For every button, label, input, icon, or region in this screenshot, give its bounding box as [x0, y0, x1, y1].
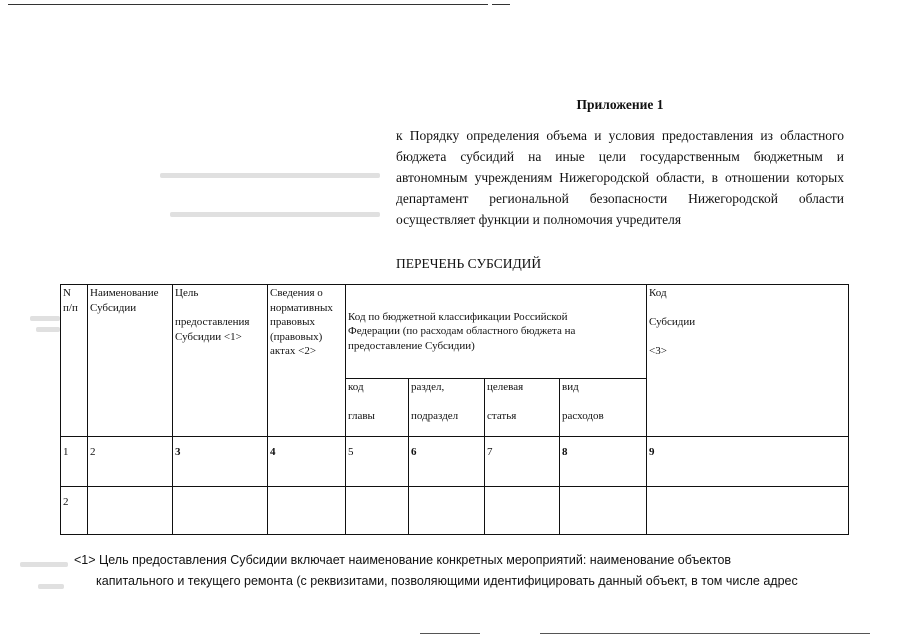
- scan-top-edge-line: [8, 4, 488, 5]
- header-normative-acts: Сведения о нормативных правовых (правовых) актах <2>: [268, 285, 346, 437]
- scan-smudge: [30, 316, 60, 321]
- table-cell: 4: [268, 437, 346, 487]
- table-cell: [346, 487, 409, 535]
- scan-smudge: [36, 327, 60, 332]
- footnote: [74, 550, 844, 592]
- subheader-expense-type: вид расходов: [560, 379, 647, 437]
- header-subsidy-code: Код Субсидии <3>: [647, 285, 849, 437]
- table-cell: 8: [560, 437, 647, 487]
- table-row-column-numbers: [61, 437, 849, 487]
- subheader-target-article: целевая статья: [485, 379, 560, 437]
- appendix-description: к Порядку определения объема и условия предоставления из областного бюджета субсидий на иные цели государственным бюджетным и автономным учреждениям Нижегородской области, в отношении которых департамент региональной безопасности Нижегородской области осуществляет функции и полномочия учредителя: [396, 128, 844, 227]
- scan-top-edge-line-short: [492, 4, 510, 5]
- table-cell: [409, 487, 485, 535]
- table-cell: [268, 487, 346, 535]
- table-cell: 2: [88, 437, 173, 487]
- table-cell: 3: [173, 437, 268, 487]
- scan-bottom-edge-line: [420, 633, 480, 634]
- table-cell: 2: [61, 487, 88, 535]
- table-cell: 9: [647, 437, 849, 487]
- table-cell: 5: [346, 437, 409, 487]
- table-cell: [485, 487, 560, 535]
- table-cell: [647, 487, 849, 535]
- table-cell: [560, 487, 647, 535]
- scan-smudge: [160, 173, 380, 178]
- subsidies-list-title: ПЕРЕЧЕНЬ СУБСИДИЙ: [396, 256, 542, 271]
- table-header-row: [61, 285, 849, 379]
- appendix-title: Приложение 1: [576, 97, 664, 112]
- table-cell: 7: [485, 437, 560, 487]
- table-cell: [88, 487, 173, 535]
- header-purpose: Цель предоставления Субсидии <1>: [173, 285, 268, 437]
- footnote-line-1: <1> Цель предоставления Субсидии включает наименование конкретных мероприятий: наименование объектов: [74, 553, 732, 567]
- scan-smudge: [170, 212, 380, 217]
- table-row: [61, 487, 849, 535]
- scan-bottom-edge-line: [540, 633, 870, 634]
- header-subsidy-name: Наименование Субсидии: [88, 285, 173, 437]
- table-cell: 1: [61, 437, 88, 487]
- subheader-chapter-code: код главы: [346, 379, 409, 437]
- subsidies-table: [60, 284, 849, 535]
- table-cell: 6: [409, 437, 485, 487]
- scan-smudge: [20, 562, 68, 567]
- header-budget-code: Код по бюджетной классификации Российской Федерации (по расходам областного бюджета на предоставление Субсидии): [346, 285, 647, 379]
- scan-smudge: [38, 584, 64, 589]
- table-cell: [173, 487, 268, 535]
- subheader-section: раздел, подраздел: [409, 379, 485, 437]
- header-num: N п/п: [61, 285, 88, 437]
- footnote-line-2: капитального и текущего ремонта (с реквизитами, позволяющими идентифицировать данный объект, в том числе адрес: [96, 574, 798, 588]
